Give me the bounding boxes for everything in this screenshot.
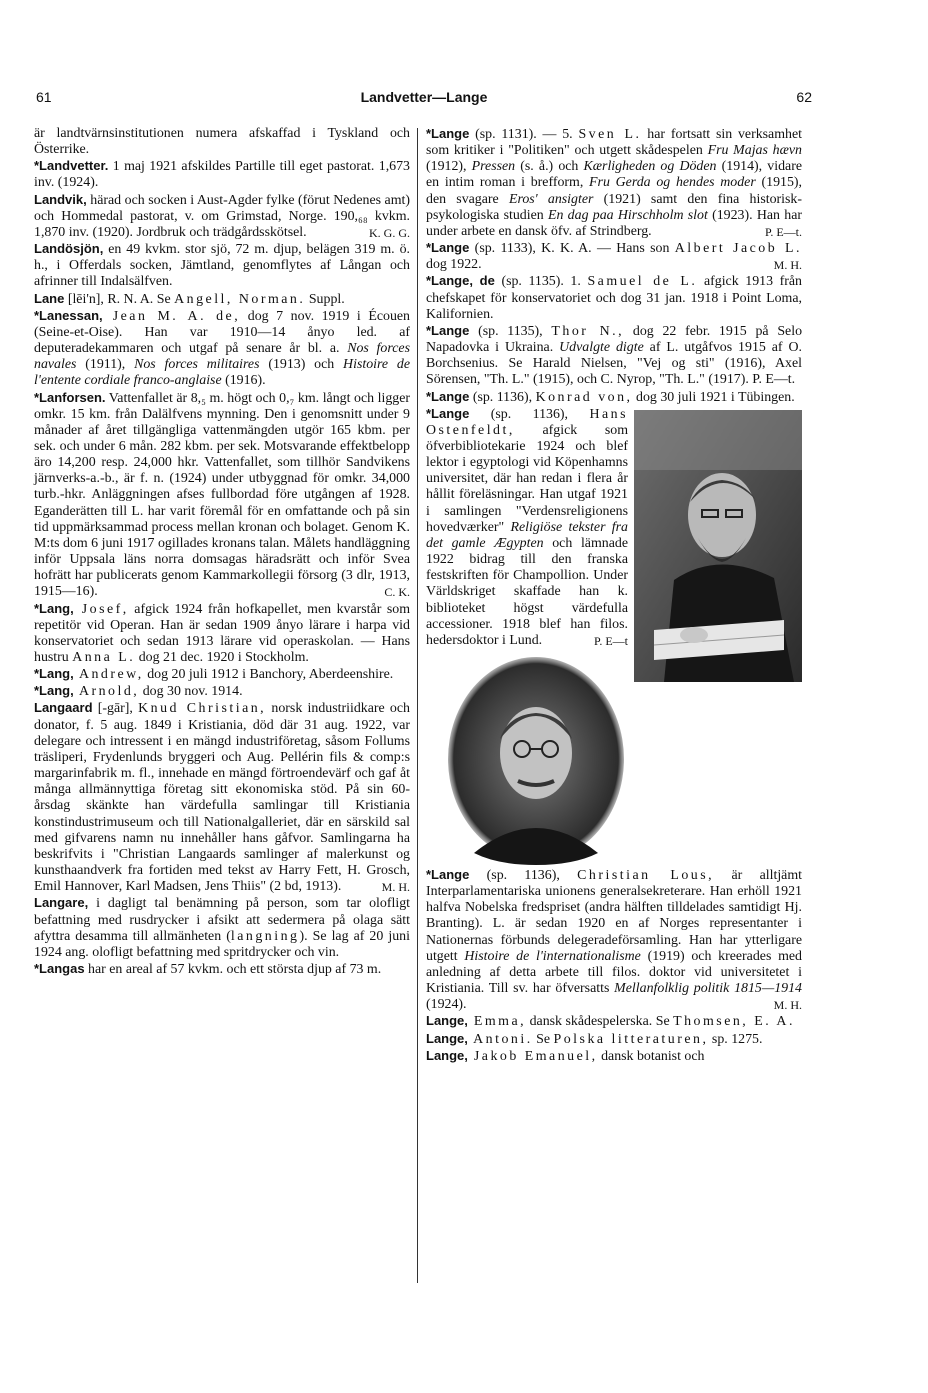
text-fragment: (sp. 1136), bbox=[469, 389, 536, 405]
text-fragment: och lämnade 1922 bidrag till den franska festskriften för Champollion. Under Världskriget skaffade han k. biblioteket högst värdefulla accessioner. 1918 blef han filos. hedersdoktor i Lund. bbox=[426, 535, 628, 648]
text-fragment: (1911), bbox=[76, 357, 135, 373]
text-fragment: (1921) samt den fina historisk-psykologiska studien bbox=[426, 191, 802, 223]
text-fragment: (sp. 1135). 1. bbox=[494, 274, 588, 290]
text-fragment: Jean M. A. de, bbox=[102, 308, 241, 324]
text-fragment: Knud Christian, bbox=[138, 701, 267, 717]
text-fragment: Albert Jacob L. bbox=[674, 241, 802, 257]
entry-langare bbox=[34, 895, 410, 961]
text-fragment: *Lange bbox=[426, 126, 470, 141]
text-fragment: (1913) och bbox=[259, 357, 344, 373]
entry-lange-sven bbox=[426, 126, 802, 240]
text-fragment: (1923). Han har under arbete en dansk öfv. af Strindberg. bbox=[426, 207, 803, 239]
text-fragment: (sp. 1133), K. K. A. — Hans son bbox=[469, 241, 675, 257]
entry-continuation bbox=[34, 126, 410, 158]
text-fragment: Vattenfallet är 8,₅ m. högt och 0,₇ km. långt och ligger omkr. 15 km. från Dalälfvens mynning. Den i genomsnitt under 9 månader af året tillgängliga vattenmängden utgör 165 kbm. per sek. och under 6 mån. 282 kbm. per sek. Motsvarande effektbelopp äro 14,200 resp. 24,000 hkr. Vattenfallet, som tillhör Sandvikens järnverks-a.-b., är f. n. (1924) under utbyggnad för omkr. 34,000 turb.-hkr. Anläggningen afses fullbordad före utgången af 1928. Eganderätten till L. har varit föremål för en omfattande och på sin tid uppmärksammad process mellan kronan och bolaget. Genom K. M:ts dom 6 juni 1917 ogillades kronans talan. Målets handläggning inför Uppsala läns norra domsagas häradsrätt och inför Svea hofrätt har publicerats genom Kammarkollegii försorg (3 dlr, 1913, 1915—16). bbox=[34, 390, 410, 600]
text-fragment: Arnold, bbox=[73, 684, 140, 700]
signature: M. H. bbox=[773, 998, 802, 1013]
text-fragment: *Lange bbox=[426, 405, 470, 421]
text-fragment: Udvalgte digte bbox=[559, 340, 644, 356]
entry-landosjon bbox=[34, 241, 410, 290]
text-fragment: dog 30 juli 1921 i Tübingen. bbox=[632, 389, 795, 405]
text-fragment: dog 7 nov. 1919 i Écouen (Seine-et-Oise). Han var 1910—14 ånyo led. af deputeradekammaren och utgaf på senare år bl. a. bbox=[34, 308, 410, 357]
text-fragment: afgick 1924 från hofkapellet, men kvarstår som repetitör vid Operan. Han är sedan 1909 ånyo lärare i harpa vid konservatoriet och sedan 1913 lärare vid operaskolan. — Hans hustru bbox=[34, 601, 411, 665]
text-fragment: Andrew, bbox=[73, 667, 144, 683]
text-fragment: (1912), bbox=[426, 159, 472, 175]
text-fragment: (sp. 1136), bbox=[469, 406, 590, 422]
entry-lang-arnold bbox=[34, 683, 410, 700]
text-fragment: i dagligt tal benämning på person, som tar olofligt befattning med rusdrycker i afsikt att sedermera på olaga sätt afyttra desamma till allmänheten ( bbox=[34, 896, 410, 944]
text-fragment: *Lange bbox=[426, 240, 470, 256]
text-fragment: Suppl. bbox=[305, 291, 345, 307]
signature: M. H. bbox=[773, 258, 802, 273]
text-fragment: Lange, bbox=[426, 1030, 468, 1046]
text-fragment: Thomsen, E. A. bbox=[673, 1014, 795, 1030]
entry-landvik bbox=[34, 192, 410, 241]
text-fragment: Landvik, bbox=[34, 191, 87, 207]
entry-langas bbox=[34, 961, 410, 978]
text-fragment: Anna L. bbox=[72, 650, 136, 665]
text-fragment: *Lang, bbox=[34, 666, 74, 682]
portrait-image bbox=[444, 653, 628, 865]
text-fragment: Thor N., bbox=[551, 323, 625, 339]
text-fragment: *Lange bbox=[426, 867, 470, 882]
text-fragment: Religiöse tekster fra det gamle Ægypten bbox=[426, 519, 628, 551]
text-fragment: Landösjön, bbox=[34, 241, 104, 257]
text-fragment: norsk industriidkare och donator, f. 5 aug. 1849 i Kristiania, död där 31 aug. 1922, var delegare och intressent i en mängd industriföretag, såsom Follums träsliperi, Frydenlunds bryggeri och Aug. Pellérin fils & comp:s margarinfabrik m. fl., innehade en mängd förtroendevärf och gaf åt många allmännyttiga företag sitt ekonomiska stöd. På sin 60-årsdag skänkte han värdefulla samlingar till Kristiania konstindustrimuseum och till Nationalgalleriet, där en särskild sal med gifvarens namn nu innehåller hans gåfvor. Samlingarna ha beskrifvits i "Christian Langaards samlinger af malerkunst og kunsthaandverk fra fortiden med tekst av Harry Fett, H. Grosch, Emil Hannover, Karl Madsen, Jens Thiis" (2 bd, 1913). bbox=[34, 701, 410, 895]
text-fragment: Se bbox=[532, 1031, 554, 1047]
text-fragment: Emma, bbox=[467, 1014, 527, 1030]
signature: C. K. bbox=[384, 585, 410, 600]
text-fragment: Polska litteraturen, bbox=[553, 1031, 709, 1047]
text-fragment: afgick 1913 från chefskapet för konservatoriet och dog 31 jan. 1918 i Point Loma, Kalifornien. bbox=[426, 274, 802, 322]
text-fragment: dog 21 dec. 1920 i Stockholm. bbox=[135, 650, 309, 665]
text-fragment: *Langas bbox=[34, 960, 85, 976]
text-fragment: Lane bbox=[34, 290, 65, 306]
entry-landvetter bbox=[34, 158, 410, 191]
text-fragment: Christian Lous, bbox=[577, 868, 715, 883]
text-fragment: Histoire de l'internationalisme bbox=[464, 948, 641, 964]
text-fragment: Jakob Emanuel, bbox=[467, 1048, 598, 1064]
page-number-left: 61 bbox=[36, 89, 52, 105]
text-fragment: En dag paa Hirschholm slot bbox=[547, 207, 708, 223]
text-fragment: (s. å.) och bbox=[515, 159, 584, 175]
text-fragment: Konrad von, bbox=[535, 389, 633, 405]
signature: K. G. G. bbox=[369, 225, 410, 240]
text-fragment: *Lang, bbox=[34, 683, 74, 699]
text-fragment: (1914), vidare en intim roman i brefform, bbox=[426, 159, 802, 191]
text-fragment: (1919) och kreerades med anledning af detta arbete till filos. doktor vid universitetet i Kristiania. Till sv. har öfversatts bbox=[426, 948, 803, 997]
signature: M. H. bbox=[381, 880, 410, 895]
text-fragment: dansk botanist och bbox=[597, 1048, 705, 1064]
text-fragment: Lange, bbox=[426, 1013, 468, 1029]
text-fragment: Sven L. bbox=[578, 127, 642, 142]
text-fragment: (sp. 1131). — 5. bbox=[469, 127, 579, 142]
left-column bbox=[34, 126, 410, 978]
text-fragment: (1915), den svagare bbox=[426, 175, 803, 207]
text-fragment: *Landvetter. bbox=[34, 158, 109, 174]
text-fragment: (sp. 1136), bbox=[469, 868, 578, 883]
text-fragment: (1924). bbox=[426, 997, 467, 1013]
text-fragment: Josef, bbox=[73, 601, 129, 617]
text-fragment: *Lange bbox=[426, 322, 470, 338]
text-fragment: Eros' ansigter bbox=[508, 191, 594, 207]
entry-lanforsen bbox=[34, 390, 410, 601]
entry-lang-andrew bbox=[34, 666, 410, 683]
text-fragment: *Lange, de bbox=[426, 273, 495, 289]
text-fragment: ). Se lag af 20 juni 1924 ang. olofligt befattning med spritdrycker och vin. bbox=[34, 928, 410, 960]
text-fragment: af L. utgåfvos 1915 af O. Borchsenius. Se Harald Nielsen, "Vej og sti" (1916), Axel Sörensen, "Th. L." (1915), och C. Nyrop, "Th. L." (1917). P. E—t. bbox=[426, 340, 802, 388]
entry-lange-emma bbox=[426, 1013, 802, 1030]
column-divider bbox=[417, 128, 418, 1283]
entry-lange-albert bbox=[426, 240, 802, 273]
text-fragment: härad och socken i Aust-Agder fylke (förut Nedenes amt) och Hommedal pastorat, v. om Grimstad, Norge. 190,₆₈ kvkm. 1,870 inv. (1920). Jordbruk och trädgårdsskötsel. bbox=[34, 192, 410, 240]
text-fragment: (sp. 1135), bbox=[469, 323, 552, 339]
text-fragment: Pressen bbox=[471, 159, 516, 175]
text-fragment: *Lange bbox=[426, 388, 470, 404]
text-fragment: Angell, Norman. bbox=[174, 291, 306, 307]
text-fragment: 1 maj 1921 afskildes Partille till eget pastorat. 1,673 inv. (1924). bbox=[34, 159, 410, 191]
entry-lane bbox=[34, 291, 410, 308]
text-fragment: *Lanessan, bbox=[34, 307, 103, 323]
entry-lanessan bbox=[34, 308, 410, 390]
text-fragment: dog 30 nov. 1914. bbox=[139, 684, 243, 700]
text-fragment: dog 20 juli 1912 i Banchory, Aberdeenshire. bbox=[143, 667, 394, 683]
text-fragment: afgick som öfverbibliotekarie 1924 och blef lektor i egyptologi vid Köpenhamns universitet, där han redan i flera år hållit föreläsningar. Han utgaf 1921 i samlingen "Verdensreligionens hovedværker" bbox=[426, 422, 628, 535]
text-fragment: har en areal af 57 kvkm. och ett största djup af 73 m. bbox=[84, 961, 382, 977]
entry-lange-jakob bbox=[426, 1048, 802, 1065]
entry-langaard bbox=[34, 700, 410, 895]
text-fragment: är alltjämt Interparlamentariska unionens generalsekreterare. Han erhöll 1921 halfva Nobelska fredspriset (andra hälften tilldelades samtidigt Hj. Branting). L. är sedan 1920 en af Norges representanter i Nationernas förbunds delegeradeförsamling. Han har ytterligare utgett bbox=[426, 868, 803, 964]
signature: P. E—t. bbox=[764, 224, 802, 239]
text-fragment: dog 1922. bbox=[426, 257, 482, 273]
entry-lange-de bbox=[426, 273, 802, 322]
entry-lang-josef bbox=[34, 601, 410, 667]
text-fragment: Antoni. bbox=[467, 1031, 533, 1047]
portrait-photo-hans-lange bbox=[634, 410, 802, 682]
text-fragment: Kærligheden og Döden bbox=[583, 159, 717, 175]
entry-lange-christian bbox=[426, 649, 802, 1013]
text-fragment: en 49 kvkm. stor sjö, 72 m. djup, belägen 319 m. ö. h., i Offerdals socken, Jämtland, genomflytes af Långan och afrinner till Indalsälfven. bbox=[34, 242, 410, 290]
page-number-right: 62 bbox=[796, 89, 812, 105]
text-fragment: Langaard bbox=[34, 700, 93, 716]
text-fragment: är landtvärnsinstitutionen numera afskaffad i Tyskland och Österrike. bbox=[34, 126, 410, 158]
text-fragment: Langare, bbox=[34, 895, 89, 911]
text-fragment: Hans Ostenfeldt, bbox=[426, 406, 628, 438]
page-header bbox=[36, 89, 812, 111]
text-fragment: (1916). bbox=[221, 373, 266, 389]
portrait-photo-christian-lange bbox=[444, 653, 628, 865]
text-fragment: Samuel de L. bbox=[587, 274, 698, 290]
entry-lange-hans bbox=[426, 406, 802, 649]
text-fragment: Fru Majas hævn bbox=[707, 143, 802, 159]
text-fragment: langning bbox=[230, 928, 300, 944]
portrait-image bbox=[634, 410, 802, 682]
text-fragment: *Lang, bbox=[34, 600, 74, 616]
text-fragment: Histoire de l'entente cordiale franco-anglaise bbox=[34, 357, 410, 389]
running-title: Landvetter—Lange bbox=[360, 89, 488, 105]
entry-lange-konrad bbox=[426, 389, 802, 406]
text-fragment: sp. 1275. bbox=[708, 1031, 763, 1047]
signature: P. E—t bbox=[593, 633, 628, 648]
text-fragment: Fru Gerda og hendes moder bbox=[589, 175, 756, 191]
text-fragment: har fortsatt sin verksamhet som kritiker i "Politiken" och utgett skådespelen bbox=[426, 127, 802, 159]
text-fragment: dog 22 febr. 1915 på Selo Napadovka i Ukraina. bbox=[426, 323, 803, 356]
entry-lange-antoni bbox=[426, 1031, 802, 1048]
text-fragment: [lēi'n], R. N. A. Se bbox=[64, 291, 175, 307]
text-fragment: *Lanforsen. bbox=[34, 389, 106, 405]
entry-lange-thor bbox=[426, 323, 802, 389]
text-fragment: [-gār], bbox=[92, 701, 139, 717]
text-fragment: Nos forces navales bbox=[34, 341, 410, 373]
text-fragment: Nos forces militaires bbox=[134, 357, 260, 373]
text-fragment: Lange, bbox=[426, 1047, 468, 1063]
text-fragment: Mellanfolklig politik 1815—1914 bbox=[614, 981, 802, 997]
text-fragment: dansk skådespelerska. Se bbox=[526, 1014, 674, 1030]
right-column bbox=[426, 126, 802, 1065]
